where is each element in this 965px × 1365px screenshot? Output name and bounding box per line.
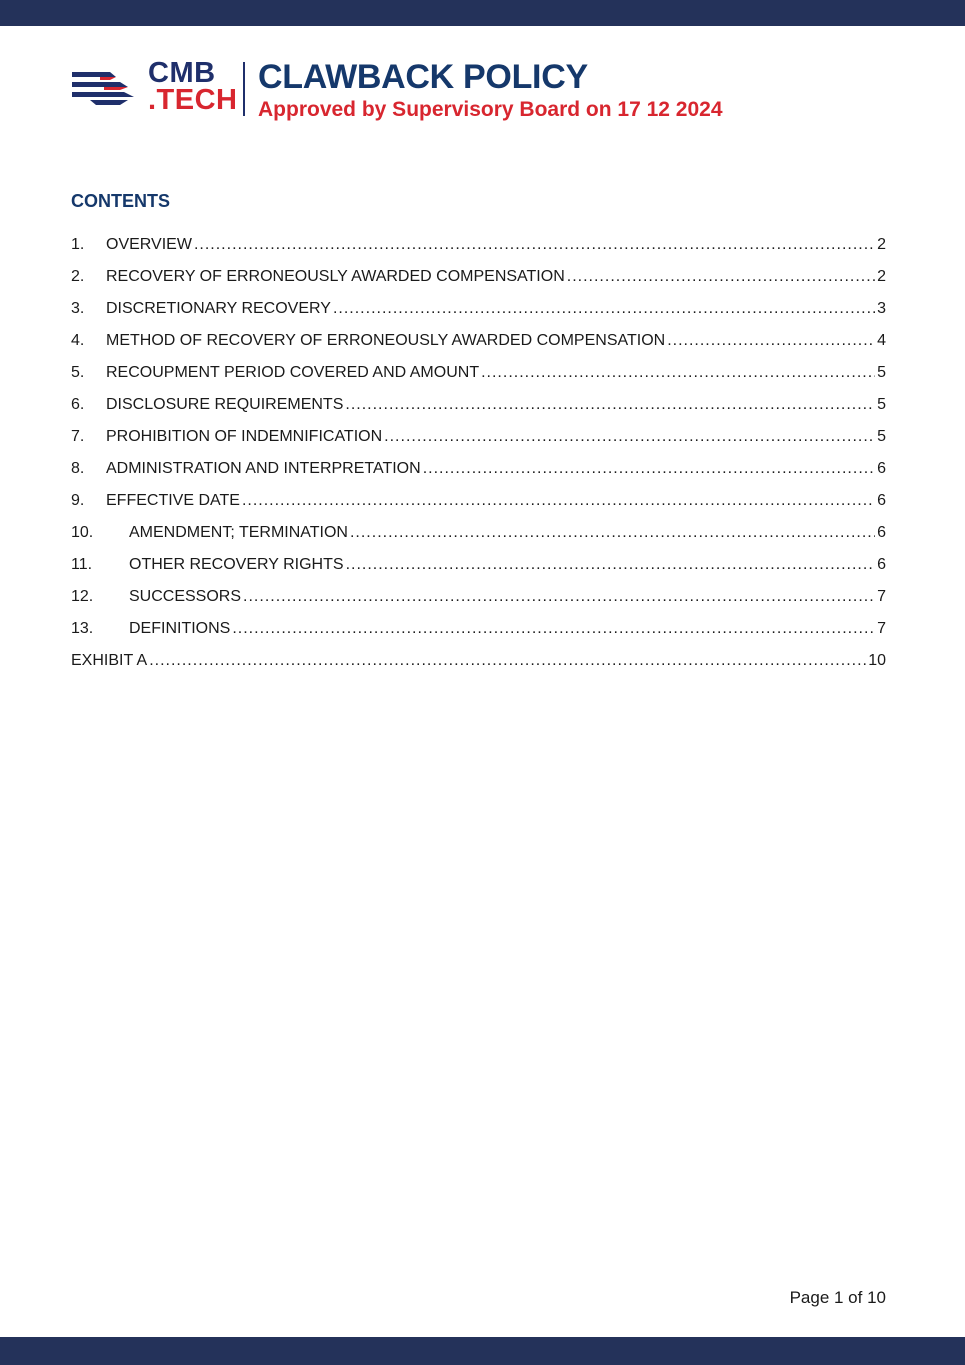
toc-page-number: 6 (877, 556, 886, 573)
toc-page-number: 6 (877, 524, 886, 541)
toc-entry-exhibit-a[interactable] (71, 652, 886, 684)
logo-wordmark (148, 57, 238, 116)
toc-number: 13. (71, 620, 94, 637)
toc-leader-dots (345, 396, 875, 414)
toc-entry-recoupment-period[interactable] (71, 364, 886, 396)
toc-entry-administration[interactable] (71, 460, 886, 492)
toc-number: 3. (71, 300, 85, 317)
toc-page-number: 6 (877, 460, 886, 477)
toc-title: RECOVERY OF ERRONEOUSLY AWARDED COMPENSATION (106, 268, 565, 285)
toc-page-number: 7 (877, 588, 886, 605)
toc-leader-dots (149, 652, 866, 670)
toc-entry-prohibition[interactable] (71, 428, 886, 460)
toc-leader-dots (667, 332, 875, 350)
toc-page-number: 4 (877, 332, 886, 349)
toc-title: EXHIBIT A (71, 652, 148, 669)
toc-title: ADMINISTRATION AND INTERPRETATION (106, 460, 421, 477)
toc-entry-recovery[interactable] (71, 268, 886, 300)
toc-entry-effective-date[interactable] (71, 492, 886, 524)
toc-entry-discretionary-recovery[interactable] (71, 300, 886, 332)
bottom-band (0, 1337, 965, 1365)
toc-page-number: 2 (877, 268, 886, 285)
toc-page-number: 6 (877, 492, 886, 509)
toc-number: 11. (71, 556, 93, 573)
toc-number: 9. (71, 492, 85, 509)
cmb-tech-logo-icon (70, 68, 136, 108)
toc-page-number: 3 (877, 300, 886, 317)
toc-number: 6. (71, 396, 85, 413)
toc-title: OVERVIEW (106, 236, 192, 253)
toc-title: PROHIBITION OF INDEMNIFICATION (106, 428, 383, 445)
toc-number: 8. (71, 460, 85, 477)
toc-title: SUCCESSORS (129, 588, 242, 605)
toc-entry-successors[interactable] (71, 588, 886, 620)
toc-leader-dots (384, 428, 875, 446)
toc-entry-definitions[interactable] (71, 620, 886, 652)
toc-title: OTHER RECOVERY RIGHTS (129, 556, 344, 573)
toc-entry-amendment[interactable] (71, 524, 886, 556)
toc-number: 10. (71, 524, 94, 541)
toc-entry-method-of-recovery[interactable] (71, 332, 886, 364)
logo-line-tech: .TECH (148, 84, 238, 116)
toc-leader-dots (243, 588, 875, 606)
toc-leader-dots (567, 268, 875, 286)
toc-title: DISCLOSURE REQUIREMENTS (106, 396, 344, 413)
contents-heading: CONTENTS (71, 191, 170, 211)
toc-page-number: 10 (868, 652, 886, 669)
toc-leader-dots (242, 492, 875, 510)
toc-page-number: 5 (877, 364, 886, 381)
toc-leader-dots (423, 460, 875, 478)
toc-leader-dots (194, 236, 875, 254)
toc-page-number: 5 (877, 428, 886, 445)
toc-title: METHOD OF RECOVERY OF ERRONEOUSLY AWARDED COMPENSATION (106, 332, 666, 349)
table-of-contents (71, 236, 886, 684)
toc-title: DEFINITIONS (129, 620, 231, 637)
toc-number: 2. (71, 268, 85, 285)
toc-entry-disclosure[interactable] (71, 396, 886, 428)
toc-entry-overview[interactable] (71, 236, 886, 268)
toc-entry-other-recovery-rights[interactable] (71, 556, 886, 588)
toc-leader-dots (350, 524, 875, 542)
top-band (0, 0, 965, 26)
toc-title: EFFECTIVE DATE (106, 492, 240, 509)
toc-page-number: 2 (877, 236, 886, 253)
document-header (70, 58, 890, 122)
logo-line-cmb: CMB (148, 57, 216, 89)
toc-leader-dots (346, 556, 876, 574)
toc-number: 4. (71, 332, 85, 349)
toc-leader-dots (232, 620, 875, 638)
toc-title: DISCRETIONARY RECOVERY (106, 300, 331, 317)
toc-number: 12. (71, 588, 94, 605)
toc-leader-dots (481, 364, 875, 382)
document-subtitle: Approved by Supervisory Board on 17 12 2024 (258, 98, 723, 121)
header-divider (243, 62, 245, 116)
toc-number: 7. (71, 428, 85, 445)
toc-page-number: 7 (877, 620, 886, 637)
toc-leader-dots (333, 300, 875, 318)
toc-number: 1. (71, 236, 85, 253)
toc-number: 5. (71, 364, 85, 381)
toc-page-number: 5 (877, 396, 886, 413)
document-title: CLAWBACK POLICY (258, 58, 588, 96)
page-number: Page 1 of 10 (789, 1288, 886, 1307)
toc-title: AMENDMENT; TERMINATION (129, 524, 348, 541)
toc-title: RECOUPMENT PERIOD COVERED AND AMOUNT (106, 364, 480, 381)
